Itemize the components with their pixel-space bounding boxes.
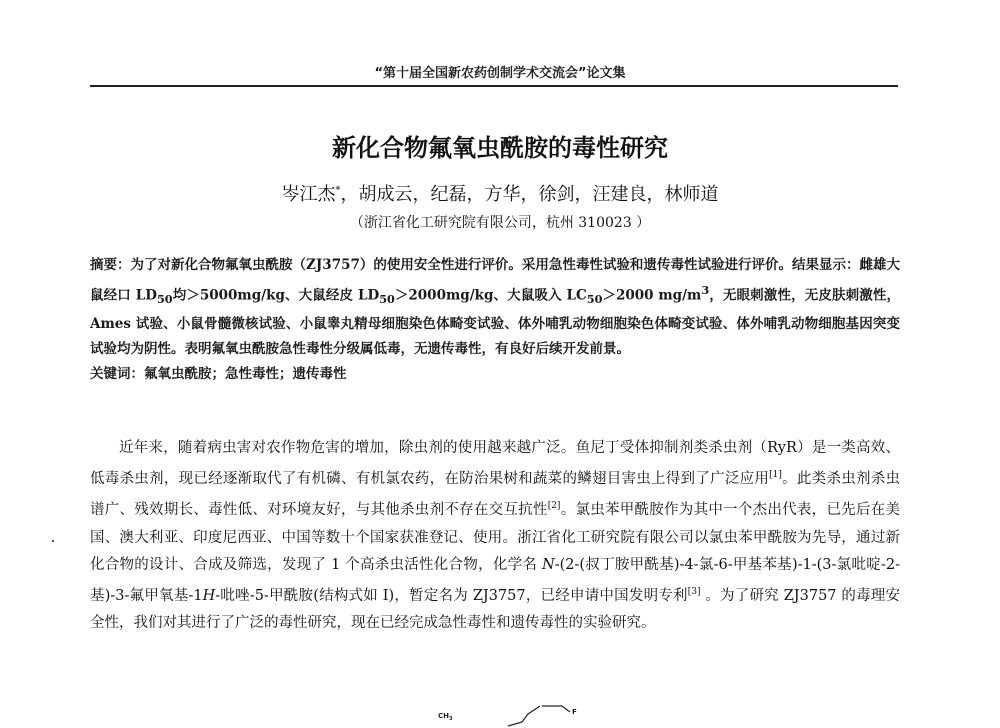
corresponding-mark: *: [335, 185, 341, 196]
superscript: 3: [701, 283, 710, 297]
first-author: 岑江杰: [281, 184, 336, 205]
body-paragraph: [90, 435, 900, 638]
citation-ref: [3]: [687, 587, 701, 598]
paper-title: 新化合物氟氧虫酰胺的毒性研究: [332, 134, 668, 162]
author-list: [0, 180, 1000, 206]
subscript: 50: [586, 292, 603, 307]
bond-line: [522, 714, 528, 722]
fluorine-label: F: [572, 708, 577, 716]
abstract-text: 为了对新化合物氟氧虫酰胺（ZJ3757）的使用安全性进行评价。采用急性毒性试验和遗传毒性试验进行评价。结果显示：雌雄大鼠经口 LD: [90, 257, 900, 304]
body-text-run: 近年来，随着病虫害对农作物危害的增加，除虫剂的使用越来越广泛。鱼尼丁受体抑制剂类杀虫剂（RyR）是一类高效、低毒杀虫剂，现已经逐渐取代了有机磷、有机氯农药，在防治果树和蔬菜的鳞翅目害虫上得到了广泛应用: [90, 440, 900, 488]
citation-ref: [1]: [769, 470, 782, 481]
keywords-line: [90, 362, 900, 387]
abstract-text: ＞2000 mg/m: [602, 287, 702, 304]
abstract-paragraph: [90, 253, 900, 362]
body-text-run: -吡唑-5-甲酰胺(结构式如 I)，暂定名为 ZJ3757，已经申请中国发明专利: [215, 587, 688, 604]
bond-line: [562, 706, 570, 712]
abstract-label: 摘要：: [90, 257, 131, 273]
other-authors: ，胡成云，纪磊，方华，徐剑，汪建良，林师道: [340, 184, 719, 205]
body-text-run: 。氯虫苯甲酰胺作为其中一个杰出代表，已先后在美国、澳大利亚、印度尼西亚、中国等数十个国家获准登记、使用。浙江省化工研究院有限公司以氯虫苯甲酰胺为先导，通过新化合物的设计、合成及筛选，发现了 1 个高杀虫活性化合物，化学名: [90, 502, 901, 573]
abstract-block: [90, 253, 900, 387]
abstract-text: ，无眼刺激性，无皮肤刺激性，Ames 试验、小鼠骨髓微核试验、小鼠睾丸精母细胞染色体畸变试验、体外哺乳动物细胞染色体畸变试验、体外哺乳动物细胞基因突变试验均为阴性。表明氟氧虫酰胺急性毒性分级属低毒，无遗传毒性，有良好后续开发前景。: [90, 287, 901, 358]
abstract-text: 均＞5000mg/kg、大鼠经皮 LD: [172, 287, 380, 304]
body-text: [90, 435, 900, 638]
italic-h: H: [202, 587, 216, 604]
bond-line: [508, 722, 522, 726]
subscript: 50: [379, 292, 395, 307]
keywords-text: 氟氧虫酰胺；急性毒性；遗传毒性: [144, 366, 347, 383]
methyl-label: $CH_3$: [438, 712, 453, 722]
italic-n: N: [542, 556, 555, 573]
keywords-label: 关键词：: [90, 366, 144, 383]
body-text-run: 。为了研究 ZJ3757 的毒理安全性，我们对其进行了广泛的毒性研究，现在已经完成急性毒性和遗传毒性的实验研究。: [90, 587, 900, 632]
abstract-text: ＞2000mg/kg、大鼠吸入 LC: [394, 287, 587, 304]
scan-speck: [52, 540, 54, 542]
bond-line: [528, 706, 540, 714]
affiliation: （浙江省化工研究院有限公司，杭州 310023 ）: [349, 215, 651, 231]
proceedings-header: “第十届全国新农药创制学术交流会”论文集: [374, 66, 626, 81]
structure-diagram: [430, 702, 590, 728]
body-text-run: -(2-(叔丁胺甲酰基)-4-氯-6-甲基苯基)-1-(3-氯吡啶-2-基)-3-氟甲氧基-1: [90, 556, 900, 604]
body-text-run: 。此类杀虫剂杀虫谱广、残效期长、毒性低、对环境友好，与其他杀虫剂不存在交互抗性: [90, 471, 901, 519]
header-rule: [90, 85, 898, 87]
citation-ref: [2]: [547, 501, 561, 512]
subscript: 50: [156, 292, 173, 307]
